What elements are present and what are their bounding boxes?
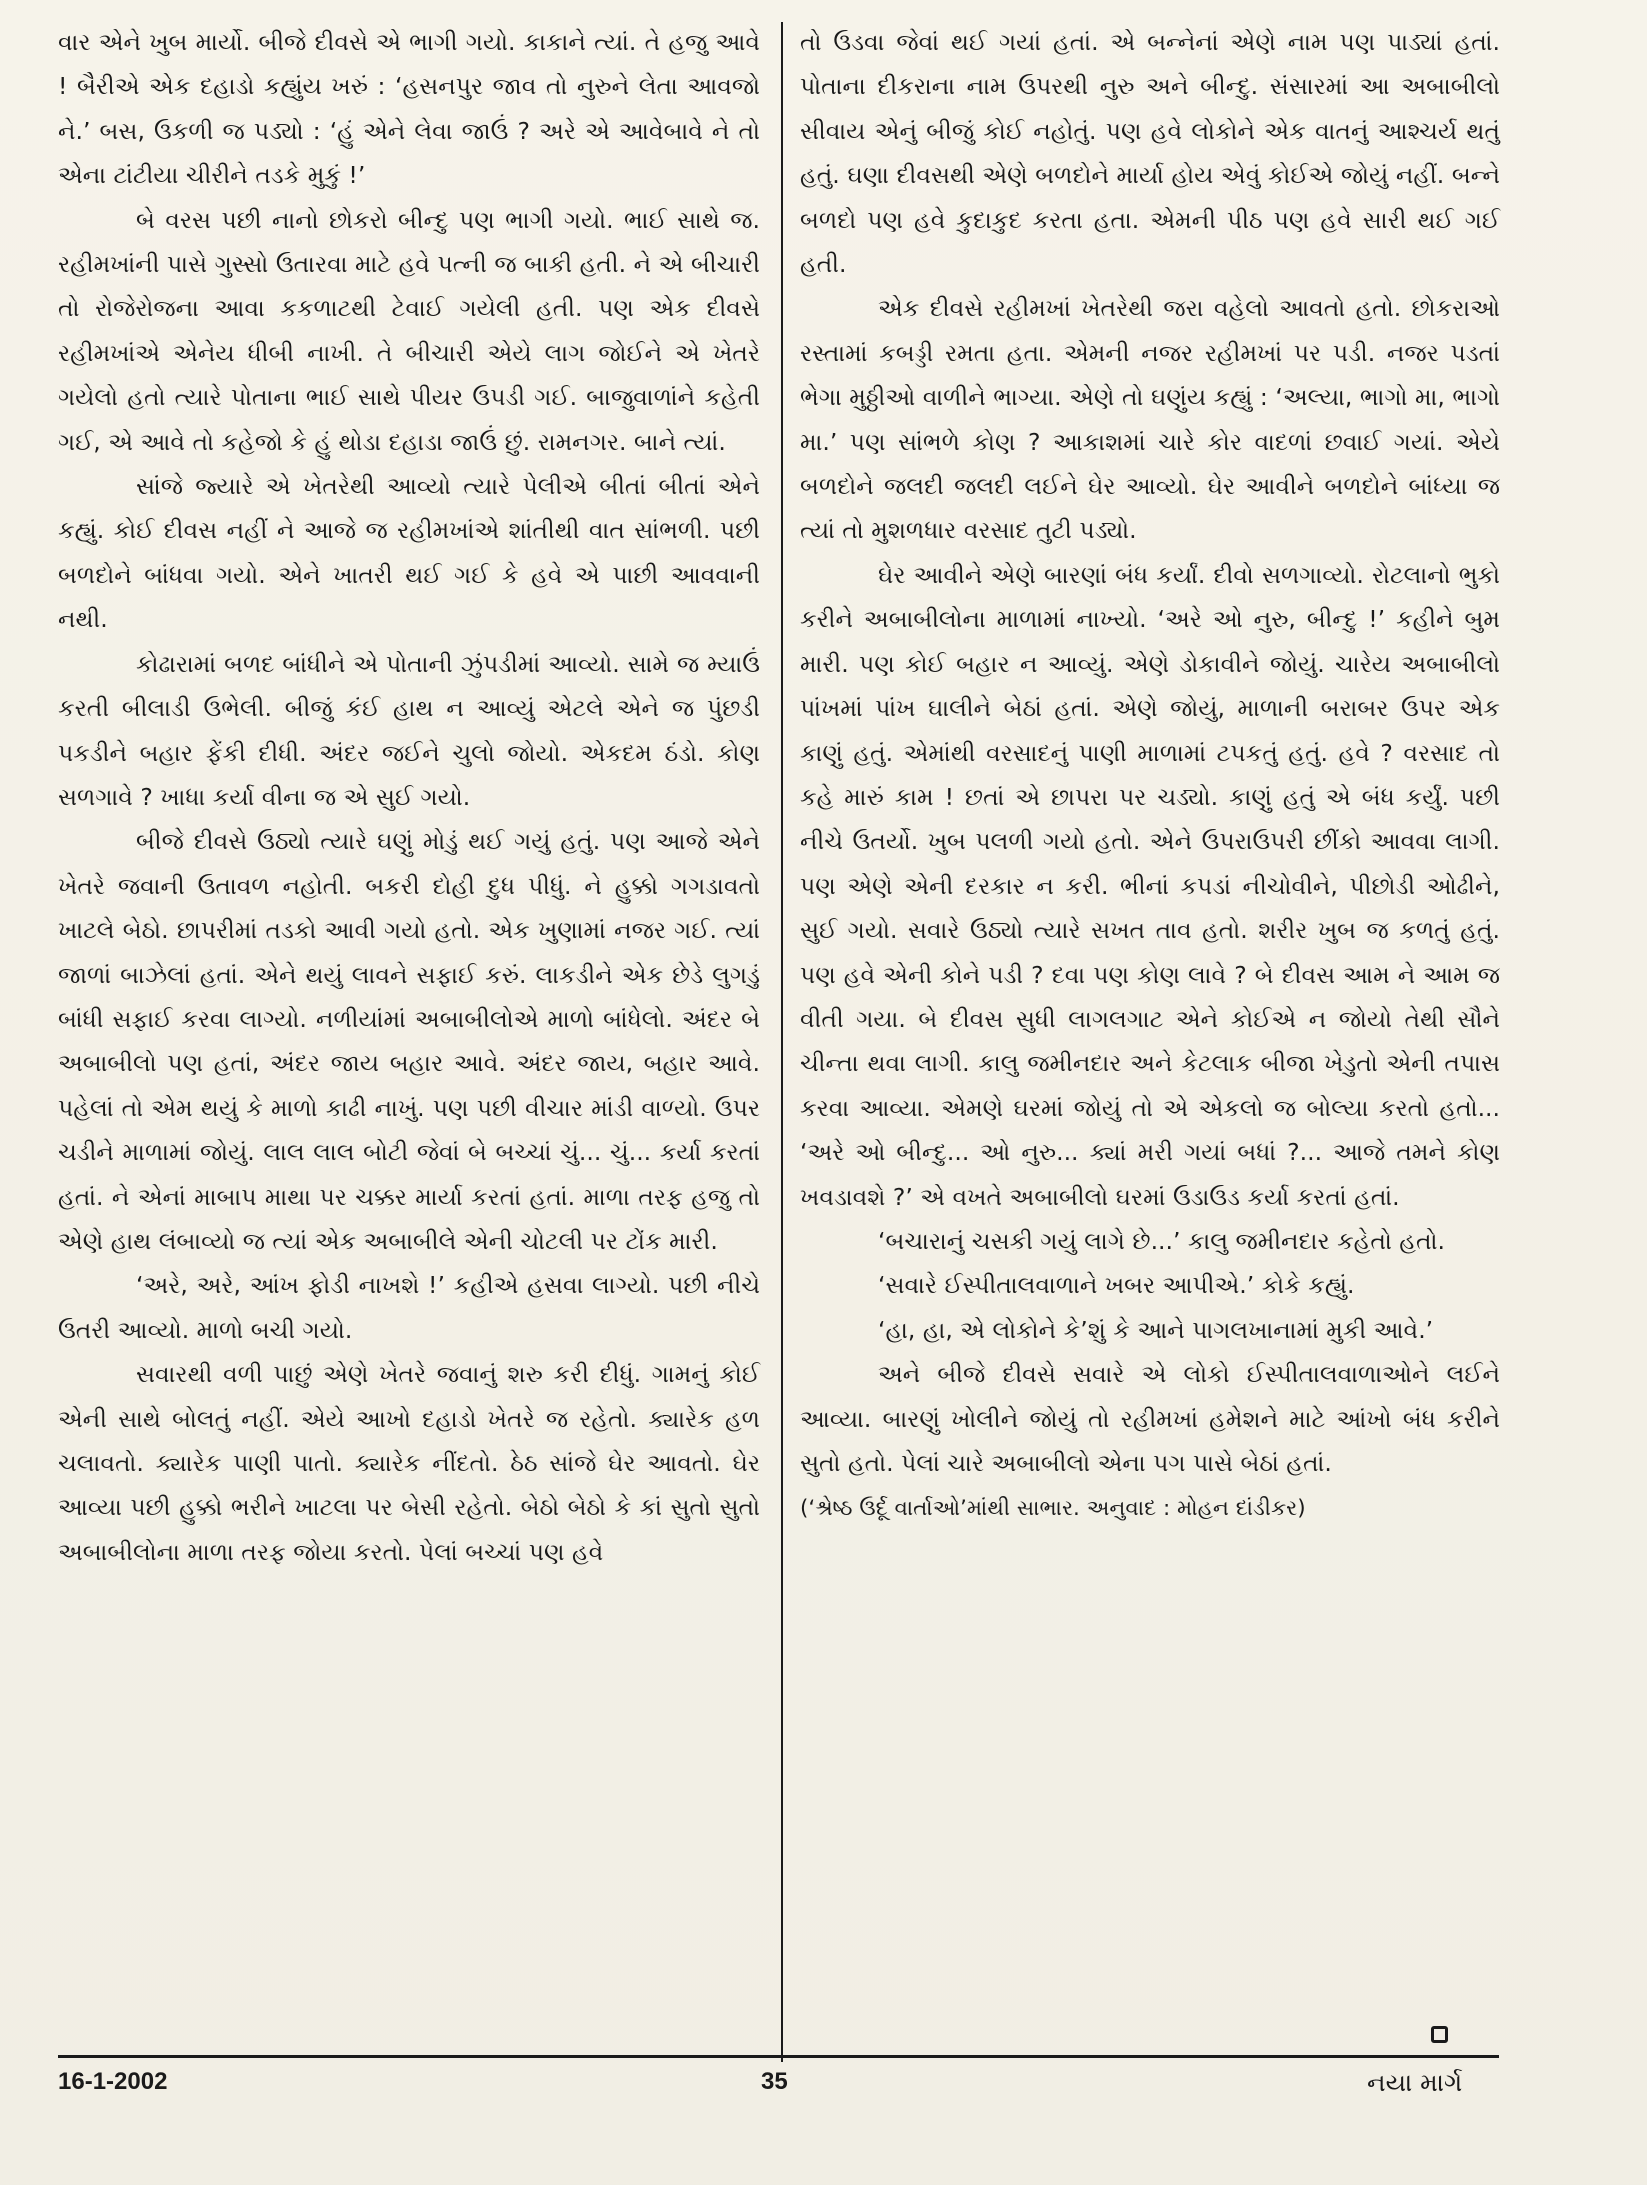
paragraph: ‘બચારાનું ચસકી ગયું લાગે છે...’ કાલુ જમીનદાર કહેતો હતો. xyxy=(878,1226,1445,1255)
paragraph: કોઢારામાં બળદ બાંધીને એ પોતાની ઝુંપડીમાં આવ્યો. સામે જ મ્યાઉં કરતી બીલાડી ઉભેલી. બીજું કંઈ હાથ ન આવ્યું એટલે એને જ પુંછડી પકડીને બહાર ફેંકી દીધી. અંદર જઈને ચુલો જોયો. એકદમ ઠંડો. કોણ સળગાવે ? ખાધા કર્યા વીના જ એ સુઈ ગયો. xyxy=(58,649,760,811)
footer-date: 16-1-2002 xyxy=(58,2068,168,2095)
paragraph: તો ઉડવા જેવાં થઈ ગયાં હતાં. એ બન્નેનાં એણે નામ પણ પાડ્યાં હતાં. પોતાના દીકરાના નામ ઉપરથી નુરુ અને બીન્દુ. સંસારમાં આ અબાબીલો સીવાય એનું બીજું કોઈ નહોતું. પણ હવે લોકોને એક વાતનું આશ્ચર્ય થતું હતું. ઘણા દીવસથી એણે બળદોને માર્યા હોય એવું કોઈએ જોયું નહીં. બન્ને બળદો પણ હવે કુદાકુદ કરતા હતા. એમની પીઠ પણ હવે સારી થઈ ગઈ હતી. xyxy=(800,28,1500,279)
paragraph: બે વરસ પછી નાનો છોકરો બીન્દુ પણ ભાગી ગયો. ભાઈ સાથે જ. રહીમખાંની પાસે ગુસ્સો ઉતારવા માટે હવે પત્ની જ બાકી હતી. ને એ બીચારી તો રોજેરોજના આવા કકળાટથી ટેવાઈ ગયેલી હતી. પણ એક દીવસે રહીમખાંએ એનેય ધીબી નાખી. તે બીચારી એયે લાગ જોઈને એ ખેતરે ગયેલો હતો ત્યારે પોતાના ભાઈ સાથે પીયર ઉપડી ગઈ. બાજુવાળાંને કહેતી ગઈ, એ આવે તો કહેજો કે હું થોડા દહાડા જાઉં છું. રામનગર. બાને ત્યાં. xyxy=(58,205,760,456)
paragraph: વાર એને ખુબ માર્યો. બીજે દીવસે એ ભાગી ગયો. કાકાને ત્યાં. તે હજુ આવે ! બૈરીએ એક દહાડો કહ્યુંય ખરું : ‘હસનપુર જાવ તો નુરુને લેતા આવજો ને.’ બસ, ઉકળી જ પડ્યો : ‘હું એને લેવા જાઉં ? અરે એ આવેબાવે ને તો એના ટાંટીયા ચીરીને તડકે મુકું !’ xyxy=(58,28,760,190)
paragraph: ‘અરે, અરે, આંખ ફોડી નાખશે !’ કહીએ હસવા લાગ્યો. પછી નીચે ઉતરી આવ્યો. માળો બચી ગયો. xyxy=(58,1271,760,1344)
column-divider xyxy=(781,22,783,2062)
page-number: 35 xyxy=(761,2068,788,2095)
paragraph: ઘેર આવીને એણે બારણાં બંધ કર્યાં. દીવો સળગાવ્યો. રોટલાનો ભુકો કરીને અબાબીલોના માળામાં નાખ્યો. ‘અરે ઓ નુરુ, બીન્દુ !’ કહીને બુમ મારી. પણ કોઈ બહાર ન આવ્યું. એણે ડોકાવીને જોયું. ચારેય અબાબીલો પાંખમાં પાંખ ઘાલીને બેઠાં હતાં. એણે જોયું, માળાની બરાબર ઉપર એક કાણું હતું. એમાંથી વરસાદનું પાણી માળામાં ટપકતું હતું. હવે ? વરસાદ તો કહે મારું કામ ! છતાં એ છાપરા પર ચડ્યો. કાણું હતું એ બંધ કર્યું. પછી નીચે ઉતર્યો. ખુબ પલળી ગયો હતો. એને ઉપરાઉપરી છીંકો આવવા લાગી. પણ એણે એની દરકાર ન કરી. ભીનાં કપડાં નીચોવીને, પીછોડી ઓઢીને, સુઈ ગયો. સવારે ઉઠ્યો ત્યારે સખત તાવ હતો. શરીર ખુબ જ કળતું હતું. પણ હવે એની કોને પડી ? દવા પણ કોણ લાવે ? બે દીવસ આમ ને આમ જ વીતી ગયા. બે દીવસ સુધી લાગલગાટ એને કોઈએ ન જોયો તેથી સૌને ચીન્તા થવા લાગી. કાલુ જમીનદાર અને કેટલાક બીજા ખેડુતો એની તપાસ કરવા આવ્યા. એમણે ઘરમાં જોયું તો એ એકલો જ બોલ્યા કરતો હતો... ‘અરે ઓ બીન્દુ... ઓ નુરુ... ક્યાં મરી ગયાં બધાં ?... આજે તમને કોણ ખવડાવશે ?’ એ વખતે અબાબીલો ઘરમાં ઉડાઉડ કર્યા કરતાં હતાં. xyxy=(800,560,1500,1211)
magazine-name: નયા માર્ગ xyxy=(1367,2068,1463,2097)
footer-rule xyxy=(58,2055,1499,2058)
paragraph: ‘હા, હા, એ લોકોને કે’શું કે આને પાગલખાનામાં મુકી આવે.’ xyxy=(878,1315,1434,1344)
end-of-story-mark-icon xyxy=(1431,2026,1448,2043)
right-column xyxy=(800,20,1500,1532)
paragraph: સાંજે જ્યારે એ ખેતરેથી આવ્યો ત્યારે પેલીએ બીતાં બીતાં એને કહ્યું. કોઈ દીવસ નહીં ને આજે જ રહીમખાંએ શાંતીથી વાત સાંભળી. પછી બળદોને બાંધવા ગયો. એને ખાતરી થઈ ગઈ કે હવે એ પાછી આવવાની નથી. xyxy=(58,472,760,634)
paragraph: સવારથી વળી પાછું એણે ખેતરે જવાનું શરુ કરી દીધું. ગામનું કોઈ એની સાથે બોલતું નહીં. એયે આખો દહાડો ખેતરે જ રહેતો. ક્યારેક હળ ચલાવતો. ક્યારેક પાણી પાતો. ક્યારેક નીંદતો. ઠેઠ સાંજે ઘેર આવતો. ઘેર આવ્યા પછી હુક્કો ભરીને ખાટલા પર બેસી રહેતો. બેઠો બેઠો કે કાં સુતો સુતો અબાબીલોના માળા તરફ જોયા કરતો. પેલાં બચ્ચાં પણ હવે xyxy=(58,1360,760,1566)
paragraph: બીજે દીવસે ઉઠ્યો ત્યારે ઘણું મોડું થઈ ગયું હતું. પણ આજે એને ખેતરે જવાની ઉતાવળ નહોતી. બકરી દોહી દુધ પીધું. ને હુક્કો ગગડાવતો ખાટલે બેઠો. છાપરીમાં તડકો આવી ગયો હતો. એક ખુણામાં નજર ગઈ. ત્યાં જાળાં બાઝેલાં હતાં. એને થયું લાવને સફાઈ કરું. લાકડીને એક છેડે લુગડું બાંધી સફાઈ કરવા લાગ્યો. નળીયાંમાં અબાબીલોએ માળો બાંધેલો. અંદર બે અબાબીલો પણ હતાં, અંદર જાય બહાર આવે. અંદર જાય, બહાર આવે. પહેલાં તો એમ થયું કે માળો કાઢી નાખું. પણ પછી વીચાર માંડી વાળ્યો. ઉપર ચડીને માળામાં જોયું. લાલ લાલ બોટી જેવાં બે બચ્ચાં ચું... ચું... કર્યા કરતાં હતાં. ને એનાં માબાપ માથા પર ચક્કર માર્યા કરતાં હતાં. માળા તરફ હજુ તો એણે હાથ લંબાવ્યો જ ત્યાં એક અબાબીલે એની ચોટલી પર ટોંક મારી. xyxy=(58,827,760,1255)
paragraph: ‘સવારે ઈસ્પીતાલવાળાને ખબર આપીએ.’ કોકે કહ્યું. xyxy=(878,1271,1355,1300)
paragraph: એક દીવસે રહીમખાં ખેતરેથી જરા વહેલો આવતો હતો. છોકરાઓ રસ્તામાં કબડ્ડી રમતા હતા. એમની નજર રહીમખાં પર પડી. નજર પડતાં ભેગા મુઠ્ઠીઓ વાળીને ભાગ્યા. એણે તો ઘણુંય કહ્યું : ‘અલ્યા, ભાગો મા, ભાગો મા.’ પણ સાંભળે કોણ ? આકાશમાં ચારે કોર વાદળાં છવાઈ ગયાં. એયે બળદોને જલદી જલદી લઈને ઘેર આવ્યો. ઘેર આવીને બળદોને બાંધ્યા જ ત્યાં તો મુશળધાર વરસાદ તુટી પડ્યો. xyxy=(800,294,1500,545)
paragraph: અને બીજે દીવસે સવારે એ લોકો ઈસ્પીતાલવાળાઓને લઈને આવ્યા. બારણું ખોલીને જોયું તો રહીમખાં હમેશને માટે આંખો બંધ કરીને સુતો હતો. પેલાં ચારે અબાબીલો એના પગ પાસે બેઠાં હતાં. xyxy=(800,1360,1500,1477)
source-credit: (‘શ્રેષ્ઠ ઉર્દૂ વાર્તાઓ’માંથી સાભાર. અનુવાદ : મોહન દાંડીકર) xyxy=(800,1496,1306,1522)
left-column xyxy=(58,20,760,1574)
